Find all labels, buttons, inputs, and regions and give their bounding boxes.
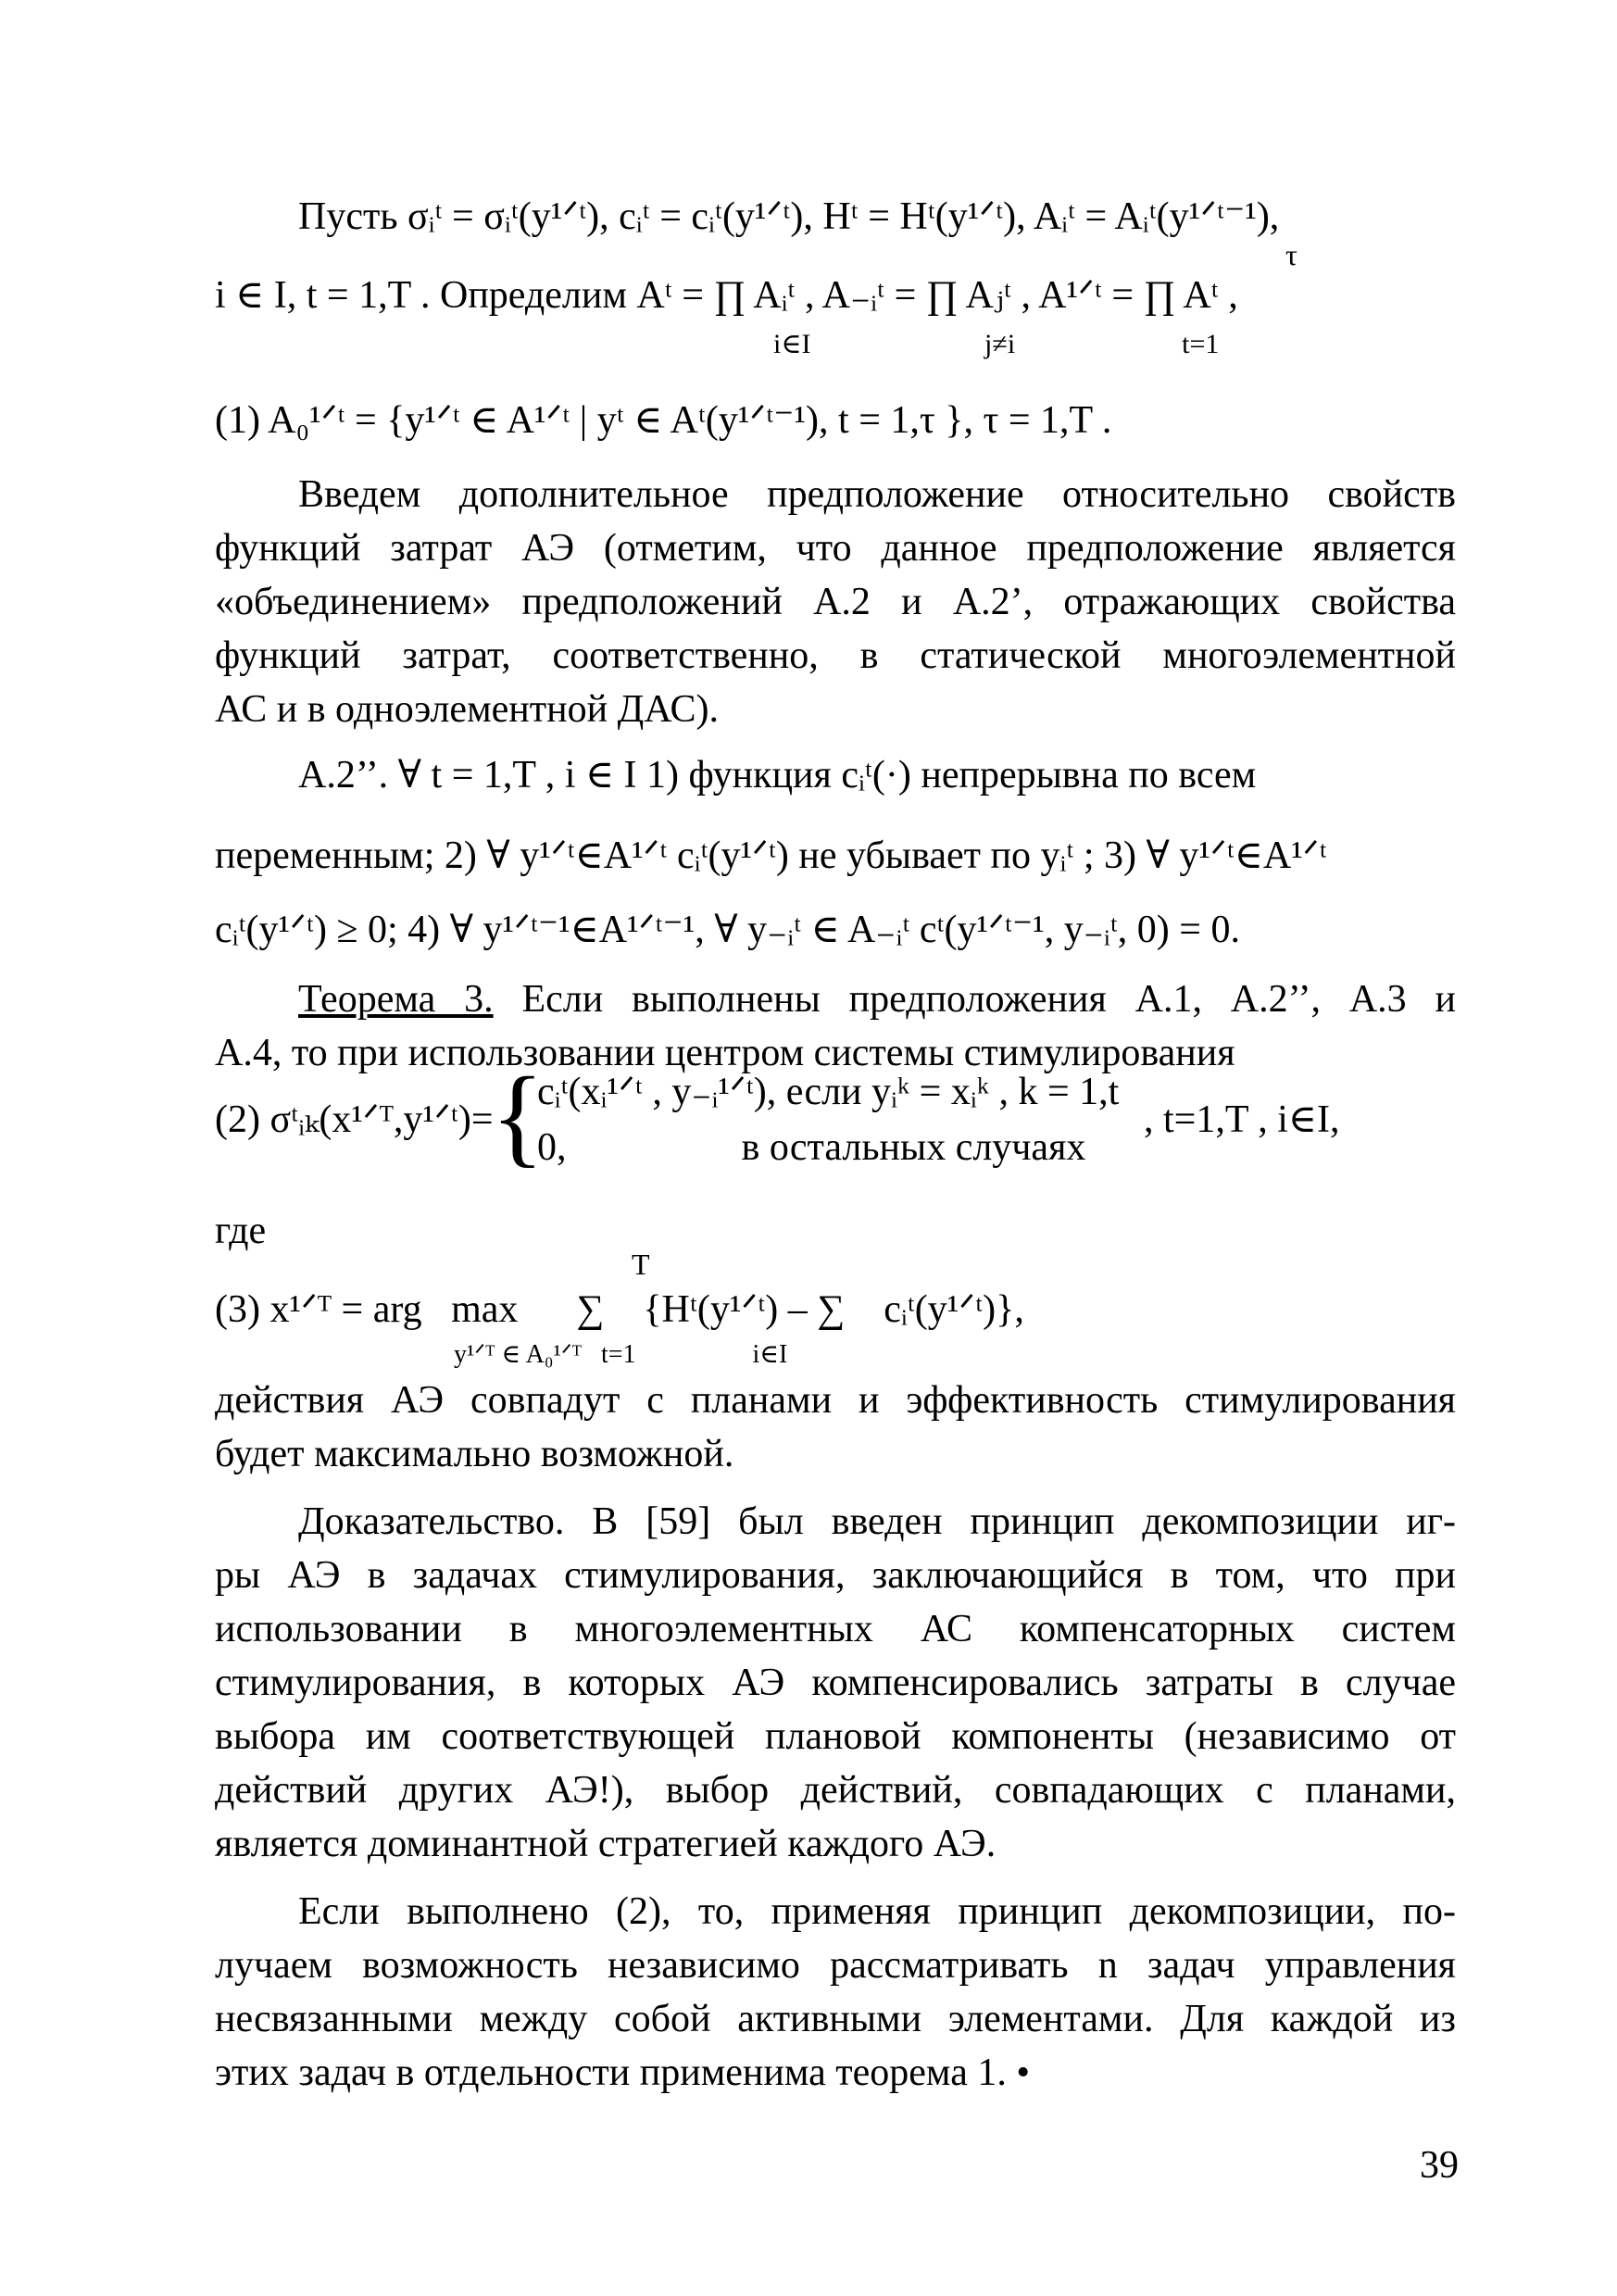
paragraph-conclusion-line: лучаем возможность независимо рассматривать n задач управления bbox=[215, 1944, 1456, 1987]
paragraph-proof-line: стимулирования, в которых АЭ компенсировались затраты в случае bbox=[215, 1662, 1456, 1704]
paragraph-result-line: будет максимально возможной. bbox=[215, 1433, 734, 1475]
formula-3-sum-upper-limit: T bbox=[632, 1248, 650, 1281]
formula-2-tail: , t=1,T , i∈I, bbox=[1144, 1098, 1340, 1141]
label-where: где bbox=[215, 1210, 267, 1252]
paragraph-intro-line: АС и в одноэлементной ДАС). bbox=[215, 688, 719, 731]
theorem-3-label: Теорема 3. bbox=[298, 978, 494, 1021]
paragraph-conclusion-line: этих задач в отдельности применима теорема 1. • bbox=[215, 2051, 1031, 2094]
formula-2-case-1: cᵢᵗ(xᵢ¹ᐟᵗ , y₋ᵢ¹ᐟᵗ), если yᵢᵏ = xᵢᵏ , k = 1,t bbox=[537, 1071, 1120, 1113]
paragraph-proof-line: использовании в многоэлементных АС компенсаторных систем bbox=[215, 1608, 1456, 1650]
paragraph-proof-line: ры АЭ в задачах стимулирования, заключающийся в том, что при bbox=[215, 1554, 1456, 1597]
formula-2-label: (2) σᵗᵢₖ(x¹ᐟᵀ,y¹ᐟᵗ)= bbox=[215, 1098, 494, 1141]
assumption-a2-heading: А.2’’. ∀ t = 1,T , i ∈ I 1) функция cᵢᵗ(·) непрерывна по всем bbox=[298, 754, 1257, 797]
page-number: 39 bbox=[1420, 2144, 1459, 2187]
formula-3-limits: y¹ᐟᵀ ∈ A₀¹ᐟᵀ t=1 i∈I bbox=[454, 1340, 788, 1369]
paragraph-intro-line: «объединением» предположений А.2 и А.2’, отражающих свойства bbox=[215, 581, 1456, 623]
assumption-a2-line: переменным; 2) ∀ y¹ᐟᵗ∈A¹ᐟᵗ cᵢᵗ(y¹ᐟᵗ) не убывает по yᵢᵗ ; 3) ∀ y¹ᐟᵗ∈A¹ᐟᵗ bbox=[215, 834, 1327, 877]
paragraph-proof-line: действий других АЭ!), выбор действий, совпадающих с планами, bbox=[215, 1769, 1456, 1812]
formula-3: (3) x¹ᐟᵀ = arg max ∑ {Hᵗ(y¹ᐟᵗ) – ∑ cᵢᵗ(y¹ᐟᵗ)}, bbox=[215, 1288, 1024, 1331]
paragraph-conclusion-line: несвязанными между собой активными элементами. Для каждой из bbox=[215, 1998, 1456, 2040]
paragraph-intro-line: функций затрат АЭ (отметим, что данное предположение является bbox=[215, 527, 1456, 570]
formula-2-case-2: 0, в остальных случаях bbox=[537, 1126, 1086, 1169]
paragraph-proof-line: является доминантной стратегией каждого АЭ. bbox=[215, 1823, 997, 1865]
paragraph-proof-line: Доказательство. В [59] был введен принцип декомпозиции иг- bbox=[298, 1500, 1456, 1543]
theorem-3-line: А.4, то при использовании центром системы стимулирования bbox=[215, 1032, 1235, 1074]
theorem-3-line bbox=[298, 972, 1456, 1026]
paragraph-result-line: действия АЭ совпадут с планами и эффективность стимулирования bbox=[215, 1379, 1456, 1422]
paragraph-conclusion-line: Если выполнено (2), то, применяя принцип декомпозиции, по- bbox=[298, 1890, 1456, 1933]
formula-tau-upper-limit: τ bbox=[1285, 238, 1297, 271]
theorem-3-text: Если выполнены предположения А.1, А.2’’, А.3 и bbox=[493, 978, 1456, 1021]
paragraph-intro-line: Введем дополнительное предположение относительно свойств bbox=[298, 473, 1456, 516]
paragraph-proof-line: выбора им соответствующей плановой компоненты (независимо от bbox=[215, 1715, 1456, 1758]
formula-2-brace: { bbox=[491, 1054, 545, 1177]
formula-define-product-indices: i∈I j≠i t=1 bbox=[773, 329, 1220, 359]
paragraph-intro-line: функций затрат, соответственно, в статической многоэлементной bbox=[215, 634, 1456, 677]
assumption-a2-line: cᵢᵗ(y¹ᐟᵗ) ≥ 0; 4) ∀ y¹ᐟᵗ⁻¹∈A¹ᐟᵗ⁻¹, ∀ y₋ᵢᵗ ∈ A₋ᵢᵗ cᵗ(y¹ᐟᵗ⁻¹, y₋ᵢᵗ, 0) = 0. bbox=[215, 909, 1240, 951]
formula-define-products: i ∈ I, t = 1,T . Определим Aᵗ = ∏ Aᵢᵗ , A₋ᵢᵗ = ∏ Aⱼᵗ , A¹ᐟᵗ = ∏ Aᵗ , bbox=[215, 274, 1238, 317]
formula-1: (1) A₀¹ᐟᵗ = {y¹ᐟᵗ ∈ A¹ᐟᵗ | yᵗ ∈ Aᵗ(y¹ᐟᵗ⁻¹), t = 1,τ }, τ = 1,T . bbox=[215, 399, 1112, 442]
formula-let-definitions: Пусть σᵢᵗ = σᵢᵗ(y¹ᐟᵗ), cᵢᵗ = cᵢᵗ(y¹ᐟᵗ), Hᵗ = Hᵗ(y¹ᐟᵗ), Aᵢᵗ = Aᵢᵗ(y¹ᐟᵗ⁻¹), bbox=[298, 195, 1280, 238]
